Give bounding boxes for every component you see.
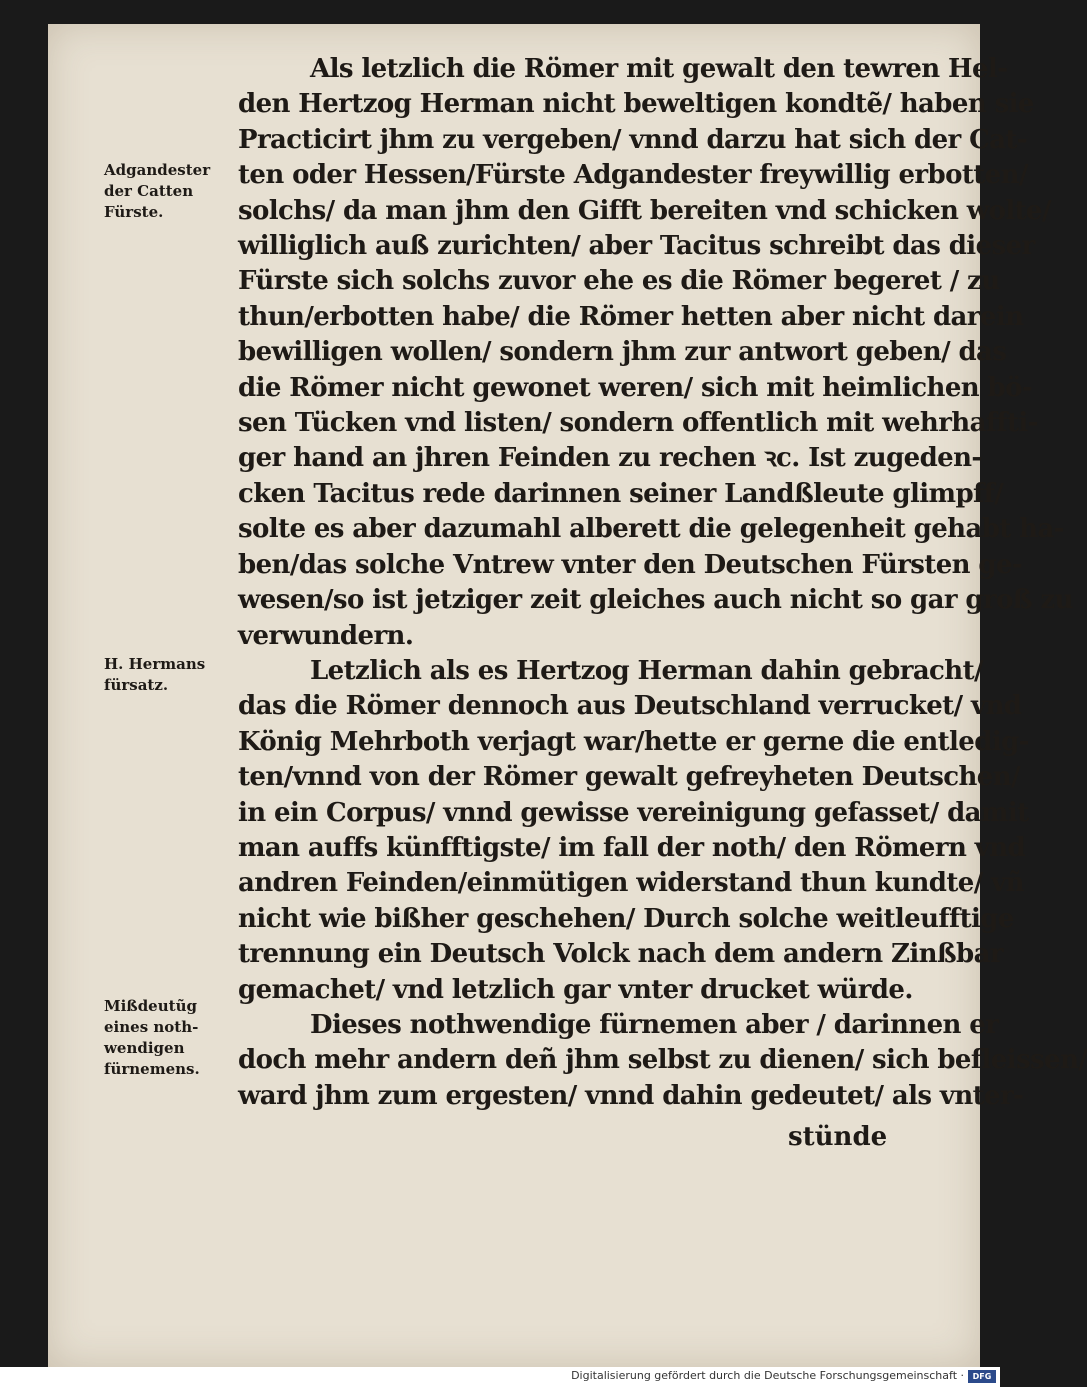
text-line: verwundern.: [238, 620, 414, 651]
text-line: bewilligen wollen/ sondern jhm zur antwort geben/ das: [238, 337, 1007, 368]
marginal-line: der Catten: [104, 182, 194, 200]
text-line: trennung ein Deutsch Volck nach dem andern Zinßbar: [238, 939, 1003, 970]
text-line: ten oder Hessen/Fürste Adgandester freywillig erbotten/: [238, 160, 1028, 191]
main-text: [238, 52, 1087, 1114]
footer-credit: Digitalisierung gefördert durch die Deutsche Forschungsgemeinschaft ·: [571, 1369, 964, 1382]
text-line: Letzlich als es Hertzog Herman dahin gebracht/: [310, 655, 983, 686]
marginal-line: Mißdeutũg: [104, 997, 197, 1015]
marginal-note-hermans-fursatz: [104, 654, 234, 696]
marginal-line: H. Hermans: [104, 655, 206, 673]
marginal-note-adgandester: [104, 160, 234, 223]
text-line: cken Tacitus rede darinnen seiner Landßleute glimpff/: [238, 478, 1004, 509]
marginal-line: wendigen: [104, 1039, 185, 1057]
text-line: Practicirt jhm zu vergeben/ vnnd darzu hat sich der Cat-: [238, 124, 1028, 155]
text-line: gemachet/ vnd letzlich gar vnter drucket würde.: [238, 974, 913, 1005]
marginal-line: fürnemens.: [104, 1060, 200, 1078]
text-line: solchs/ da man jhm den Gifft bereiten vnd schicken wolte/: [238, 195, 1051, 226]
text-line: Fürste sich solchs zuvor ehe es die Römer begeret / zu: [238, 266, 1000, 297]
text-line: Als letzlich die Römer mit gewalt den tewren Hel-: [310, 54, 1008, 84]
marginal-line: fürsatz.: [104, 676, 169, 694]
text-line: ten/vnnd von der Römer gewalt gefreyheten Deutschen/: [238, 762, 1020, 793]
text-line: ben/das solche Vntrew vnter den Deutschen Fürsten ge-: [238, 549, 1023, 580]
text-line: andren Feinden/einmütigen widerstand thun kundte/ vñ: [238, 868, 1024, 899]
text-line: den Hertzog Herman nicht beweltigen kondtẽ/ haben sie: [238, 89, 1034, 120]
marginal-note-missdeutung: [104, 996, 234, 1080]
marginal-line: Adgandester: [104, 161, 211, 179]
catchword: stünde: [788, 1122, 888, 1152]
text-line: solte es aber dazumahl alberett die gelegenheit gehabt ha-: [238, 514, 1064, 545]
text-line: wesen/so ist jetziger zeit gleiches auch nicht so gar groß zu: [238, 585, 1073, 616]
text-line: die Römer nicht gewonet weren/ sich mit heimlichen bö-: [238, 372, 1033, 403]
marginal-line: eines noth-: [104, 1018, 199, 1036]
text-line: in ein Corpus/ vnnd gewisse vereinigung gefasset/ damit: [238, 797, 1029, 828]
footer-bar: [0, 1367, 1000, 1387]
text-line: man auffs künfftigste/ im fall der noth/ den Römern vnd: [238, 832, 1026, 863]
text-line: doch mehr andern deñ jhm selbst zu dienen/ sich befleissen/: [238, 1045, 1087, 1076]
text-line: williglich auß zurichten/ aber Tacitus schreibt das dieser: [238, 231, 1035, 262]
text-line: nicht wie bißher geschehen/ Durch solche weitleufftige: [238, 903, 1014, 934]
text-line: thun/erbotten habe/ die Römer hetten aber nicht darein: [238, 301, 1024, 332]
marginal-line: Fürste.: [104, 203, 164, 221]
text-line: sen Tücken vnd listen/ sondern offentlich mit wehrhaffti-: [238, 408, 1038, 439]
text-line: ward jhm zum ergesten/ vnnd dahin gedeutet/ als vnter-: [238, 1080, 1024, 1111]
text-line: König Mehrboth verjagt war/hette er gerne die entledig-: [238, 726, 1029, 757]
text-line: ger hand an jhren Feinden zu rechen ꝛc. Ist zugeden-: [238, 443, 982, 474]
text-line: Dieses nothwendige fürnemen aber / darinnen er: [310, 1009, 999, 1040]
dfg-logo-icon: DFG: [968, 1370, 996, 1383]
text-line: das die Römer dennoch aus Deutschland verrucket/ vnd: [238, 691, 1022, 722]
